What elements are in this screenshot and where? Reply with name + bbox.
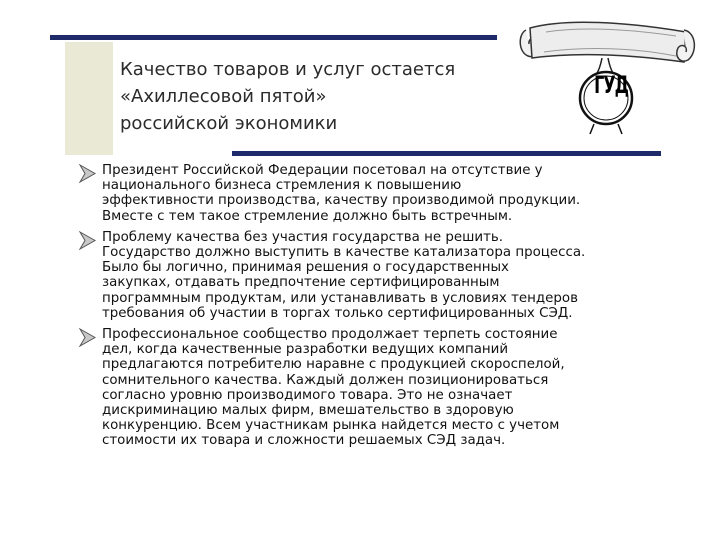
bottom-rule [232,151,661,156]
arrow-bullet-icon [78,164,97,183]
title-line: российской экономики [120,113,338,134]
bullet-item [78,327,693,449]
bullet-line: стоимости их товара и сложности решаемых СЭД задач. [102,433,506,449]
bullet-item [78,163,693,224]
title-line: «Ахиллесовой пятой» [120,86,327,107]
bullet-line: эффективности производства, качеству производимой продукции. [102,193,581,209]
bullet-line: дел, когда качественные разработки ведущих компаний [102,342,509,358]
bullet-line: Было бы логично, принимая решения о государственных [102,260,509,276]
decorative-strip [65,42,113,155]
bullet-list [78,163,693,455]
bullet-line: закупках, отдавать предпочтение сертифицированным [102,275,500,291]
bullet-line: конкуренцию. Всем участникам рынка найдется место с учетом [102,418,560,434]
bullet-line: национального бизнеса стремления к повышению [102,178,462,194]
top-rule [50,35,497,40]
arrow-bullet-icon [78,231,97,250]
bullet-text [102,230,693,321]
slide-title [120,56,500,137]
bullet-line: предлагаются потребителю наравне с продукцией скороспелой, [102,357,565,373]
bullet-text [102,163,693,224]
bullet-line: Президент Российской Федерации посетовал на отсутствие у [102,163,543,178]
bullet-line: согласно уровню производимого товара. Это не означает [102,387,513,403]
bullet-line: Проблему качества без участия государства не решить. [102,229,504,245]
bullet-line: сомнительного качества. Каждый должен позиционироваться [102,372,549,388]
arrow-bullet-icon [78,328,97,347]
bullet-item [78,230,693,321]
bullet-line: требования об участии в торгах только сертифицированных СЭД. [102,305,573,321]
bullet-text [102,327,693,449]
title-line: Качество товаров и услуг остается [120,59,456,80]
bullet-line: дискриминацию малых фирм, вмешательство в здоровую [102,403,514,419]
bullet-line: Государство должно выступить в качестве катализатора процесса. [102,245,586,261]
logo-text: ГУД [594,70,628,99]
bullet-line: Профессиональное сообщество продолжает терпеть состояние [102,327,558,343]
bullet-line: программным продуктам, или устанавливать в условиях тендеров [102,290,578,306]
bullet-line: Вместе с тем такое стремление должно быть встречным. [102,208,513,224]
